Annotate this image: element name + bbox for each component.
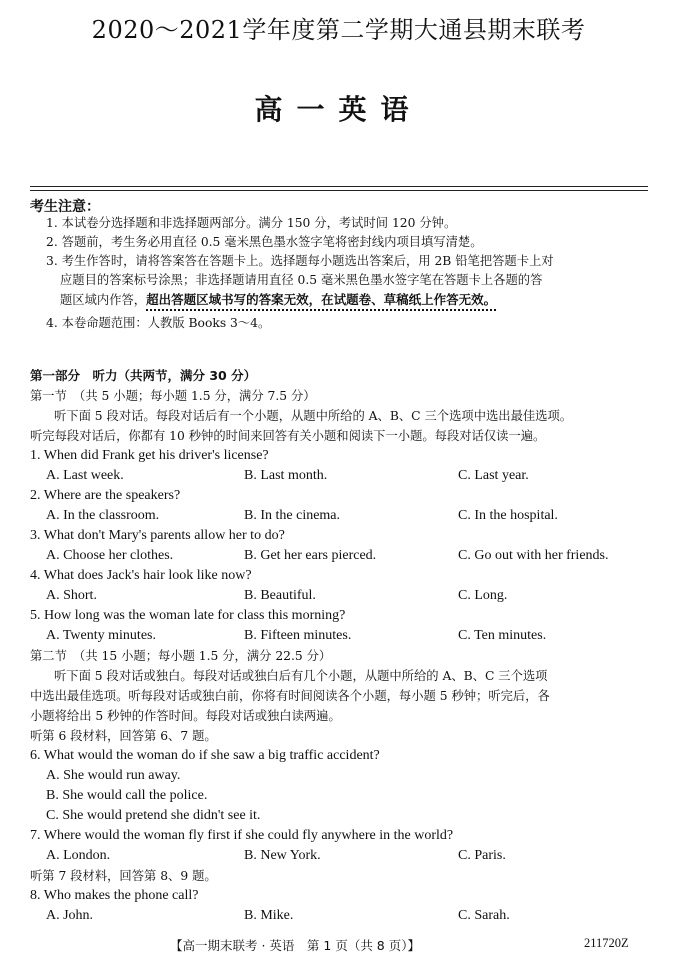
option-a: A. London. [46, 848, 111, 863]
material-7-note: 听第 7 段材料，回答第 8、9 题。 [30, 869, 217, 883]
option-a: A. Choose her clothes. [46, 548, 174, 563]
subject-title: 高一英语 [254, 93, 423, 126]
question-6-option-c: C. She would pretend she didn't see it. [46, 808, 261, 823]
section2-instruction-1: 听下面 5 段对话或独白。每段对话或独白后有几个小题，从题中所给的 A、B、C 三个选项 [54, 669, 548, 683]
notice-warning: 超出答题区域书写的答案无效，在试题卷、草稿纸上作答无效。 [146, 292, 497, 307]
option-b: B. Fifteen minutes. [244, 628, 352, 643]
section1-instruction-1: 听下面 5 段对话。每段对话后有一个小题，从题中所给的 A、B、C 三个选项中选出最佳选项。 [54, 409, 573, 423]
section2-instruction-3: 小题将给出 5 秒钟的作答时间。每段对话或独白读两遍。 [30, 709, 341, 723]
notice-item-4: 4. 本卷命题范围：人教版 Books 3～4。 [46, 316, 271, 330]
section2-instruction-2: 中选出最佳选项。听每段对话或独白前，你将有时间阅读各个小题，每小题 5 秒钟；听完后，各 [30, 689, 550, 703]
question-2-stem: 2. Where are the speakers? [30, 488, 181, 503]
page-footer: 【高一期末联考 · 英语 第 1 页（共 8 页）】 [170, 938, 420, 953]
option-b: B. New York. [244, 848, 321, 863]
option-a: A. Twenty minutes. [46, 628, 156, 643]
option-c: C. In the hospital. [458, 508, 558, 523]
option-c: C. Long. [458, 588, 508, 603]
section2-title: 第二节 （共 15 小题；每小题 1.5 分，满分 22.5 分） [30, 649, 332, 663]
option-a: A. Last week. [46, 468, 124, 483]
question-5-stem: 5. How long was the woman late for class this morning? [30, 608, 346, 623]
section1-title: 第一节 （共 5 小题；每小题 1.5 分，满分 7.5 分） [30, 389, 316, 403]
question-6-option-b: B. She would call the police. [46, 788, 208, 803]
question-1-stem: 1. When did Frank get his driver's license? [30, 448, 269, 463]
question-7-stem: 7. Where would the woman fly first if she could fly anywhere in the world? [30, 828, 454, 843]
notice-item-3-end [46, 290, 650, 310]
question-8-options [30, 906, 648, 926]
section1-instruction-2: 听完每段对话后，你都有 10 秒钟的时间来回答有关小题和阅读下一小题。每段对话仅读一遍。 [30, 429, 546, 443]
part1-title: 第一部分 听力（共两节，满分 30 分） [30, 368, 257, 383]
exam-title: 2020～2021学年度第二学期大通县期末联考 [91, 16, 586, 44]
notice-item-3: 3. 考生作答时，请将答案答在答题卡上。选择题每小题选出答案后，用 2B 铅笔把答题卡上对 [46, 254, 554, 268]
question-3-stem: 3. What don't Mary's parents allow her to do? [30, 528, 285, 543]
option-b: B. Beautiful. [244, 588, 316, 603]
top-rule-2 [30, 190, 648, 191]
notice-item-1: 1. 本试卷分选择题和非选择题两部分。满分 150 分，考试时间 120 分钟。 [46, 216, 457, 230]
question-4-options [30, 586, 648, 606]
option-c: C. Last year. [458, 468, 529, 483]
option-b: B. Get her ears pierced. [244, 548, 377, 563]
option-a: A. In the classroom. [46, 508, 160, 523]
question-1-options [30, 466, 648, 486]
exam-code: 211720Z [584, 936, 629, 950]
question-8-stem: 8. Who makes the phone call? [30, 888, 199, 903]
option-a: A. John. [46, 908, 94, 923]
question-6-option-a: A. She would run away. [46, 768, 181, 783]
option-b: B. In the cinema. [244, 508, 341, 523]
material-6-note: 听第 6 段材料，回答第 6、7 题。 [30, 729, 217, 743]
option-c: C. Ten minutes. [458, 628, 547, 643]
listening-section [30, 366, 648, 926]
notice-heading: 考生注意： [30, 199, 100, 215]
option-c: C. Paris. [458, 848, 506, 863]
option-a: A. Short. [46, 588, 97, 603]
notice-list [46, 214, 650, 333]
question-5-options [30, 626, 648, 646]
question-2-options [30, 506, 648, 526]
option-b: B. Mike. [244, 908, 294, 923]
notice-item-3-tail: 题区域内作答， [60, 293, 147, 307]
notice-item-3-cont: 应题目的答案标号涂黑；非选择题请用直径 0.5 毫米黑色墨水签字笔在答题卡上各题的答 [60, 273, 543, 287]
option-c: C. Go out with her friends. [458, 548, 609, 563]
question-4-stem: 4. What does Jack's hair look like now? [30, 568, 252, 583]
option-b: B. Last month. [244, 468, 328, 483]
top-rule [30, 186, 648, 187]
question-6-stem: 6. What would the woman do if she saw a big traffic accident? [30, 748, 380, 763]
question-7-options [30, 846, 648, 866]
question-3-options [30, 546, 648, 566]
notice-item-2: 2. 答题前，考生务必用直径 0.5 毫米黑色墨水签字笔将密封线内项目填写清楚。 [46, 235, 483, 249]
option-c: C. Sarah. [458, 908, 510, 923]
